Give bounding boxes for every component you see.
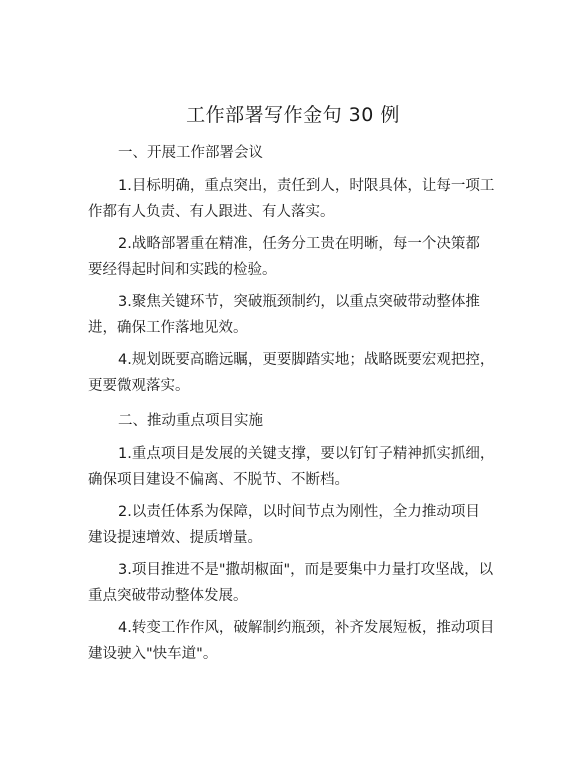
paragraph-line: 2.以责任体系为保障，以时间节点为刚性，全力推动项目 bbox=[118, 504, 480, 520]
paragraph-line: 3.聚焦关键环节，突破瓶颈制约，以重点突破带动整体推 bbox=[118, 294, 480, 310]
document-title: 工作部署写作金句 30 例 bbox=[186, 104, 400, 126]
paragraph-1-1 bbox=[88, 173, 500, 225]
paragraph-line: 4.转变工作作风，破解制约瓶颈，补齐发展短板，推动项目 bbox=[118, 620, 495, 636]
paragraph-line: 建设驶入"快车道"。 bbox=[88, 646, 218, 662]
paragraph-1-4 bbox=[88, 347, 500, 399]
paragraph-1-3 bbox=[88, 289, 500, 341]
paragraph-2-2 bbox=[88, 499, 500, 551]
paragraph-line: 1.重点项目是发展的关键支撑，要以钉钉子精神抓实抓细， bbox=[118, 446, 495, 462]
paragraph-2-3 bbox=[88, 557, 500, 609]
paragraph-2-1 bbox=[88, 441, 500, 493]
paragraph-line: 更要微观落实。 bbox=[88, 378, 190, 394]
paragraph-line: 4.规划既要高瞻远瞩，更要脚踏实地；战略既要宏观把控， bbox=[118, 352, 495, 368]
paragraph-1-2 bbox=[88, 231, 500, 283]
paragraph-line: 3.项目推进不是"撒胡椒面"，而是要集中力量打攻坚战，以 bbox=[118, 562, 494, 578]
paragraph-line: 要经得起时间和实践的检验。 bbox=[88, 262, 277, 278]
paragraph-line: 1.目标明确，重点突出，责任到人，时限具体，让每一项工 bbox=[118, 178, 495, 194]
paragraph-line: 重点突破带动整体发展。 bbox=[88, 588, 248, 604]
paragraph-2-4 bbox=[88, 615, 500, 667]
section-heading-2: 二、推动重点项目实施 bbox=[118, 413, 263, 429]
paragraph-line: 2.战略部署重在精准，任务分工贵在明晰，每一个决策都 bbox=[118, 236, 480, 252]
paragraph-line: 进，确保工作落地见效。 bbox=[88, 320, 248, 336]
paragraph-line: 作都有人负责、有人跟进、有人落实。 bbox=[88, 204, 335, 220]
section-heading-1: 一、开展工作部署会议 bbox=[118, 145, 263, 161]
paragraph-line: 确保项目建设不偏离、不脱节、不断档。 bbox=[88, 472, 349, 488]
paragraph-line: 建设提速增效、提质增量。 bbox=[88, 530, 262, 546]
